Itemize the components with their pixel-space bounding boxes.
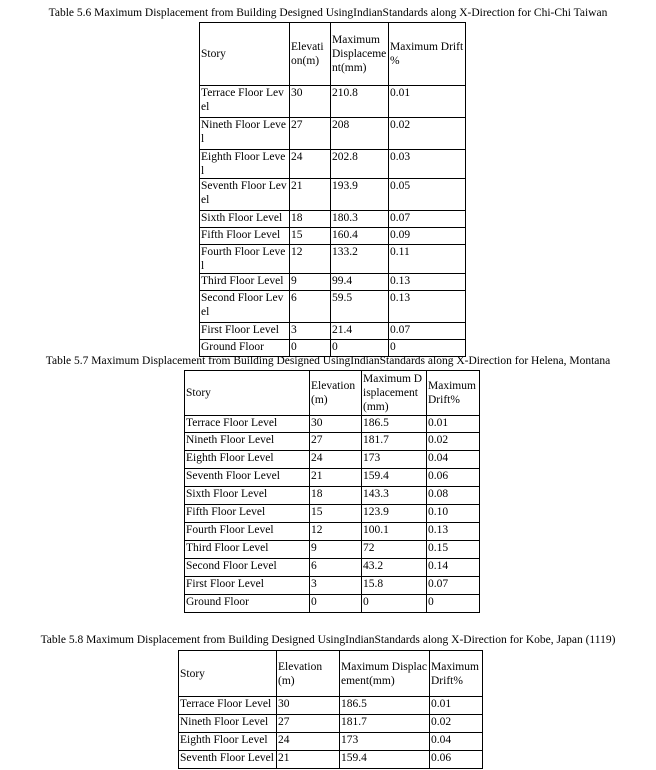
cell-story: Eighth Floor Level xyxy=(200,150,290,179)
table-row xyxy=(185,577,480,595)
cell-displacement: 43.2 xyxy=(362,559,427,577)
table-row xyxy=(185,433,480,451)
cell-story: Nineth Floor Level xyxy=(200,118,290,150)
cell-elevation: 30 xyxy=(290,86,331,118)
cell-elevation: 21 xyxy=(290,179,331,211)
header-story: Story xyxy=(179,651,277,697)
cell-story: Nineth Floor Level xyxy=(185,433,310,451)
cell-elevation: 12 xyxy=(290,245,331,274)
header-displacement: Maximum Displacement(mm) xyxy=(340,651,430,697)
table-body xyxy=(200,86,466,357)
cell-displacement: 0 xyxy=(362,595,427,613)
cell-displacement: 21.4 xyxy=(331,323,389,340)
cell-displacement: 100.1 xyxy=(362,523,427,541)
cell-drift: 0.04 xyxy=(430,733,483,751)
cell-displacement: 0 xyxy=(331,340,389,357)
table-row xyxy=(185,487,480,505)
cell-elevation: 3 xyxy=(290,323,331,340)
cell-story: Fourth Floor Level xyxy=(200,245,290,274)
cell-displacement: 186.5 xyxy=(340,697,430,715)
cell-story: Seventh Floor Level xyxy=(200,179,290,211)
cell-drift: 0.07 xyxy=(427,577,480,595)
cell-story: Ground Floor xyxy=(185,595,310,613)
cell-story: Ground Floor xyxy=(200,340,290,357)
cell-story: Second Floor Level xyxy=(200,291,290,323)
table-row xyxy=(200,228,466,245)
table-row xyxy=(200,179,466,211)
cell-elevation: 18 xyxy=(310,487,362,505)
cell-displacement: 72 xyxy=(362,541,427,559)
table-row xyxy=(200,323,466,340)
cell-drift: 0.02 xyxy=(430,715,483,733)
cell-drift: 0.15 xyxy=(427,541,480,559)
cell-displacement: 159.4 xyxy=(362,469,427,487)
cell-drift: 0.10 xyxy=(427,505,480,523)
cell-story: Fifth Floor Level xyxy=(185,505,310,523)
header-elevation: Elevation(m) xyxy=(310,371,362,416)
cell-drift: 0.01 xyxy=(427,416,480,433)
cell-story: Second Floor Level xyxy=(185,559,310,577)
header-elevation: Elevation(m) xyxy=(290,23,331,86)
cell-drift: 0.09 xyxy=(389,228,466,245)
cell-displacement: 181.7 xyxy=(340,715,430,733)
table-row xyxy=(179,715,483,733)
cell-drift: 0.07 xyxy=(389,211,466,228)
cell-drift: 0.01 xyxy=(430,697,483,715)
table-row xyxy=(185,541,480,559)
cell-elevation: 27 xyxy=(310,433,362,451)
table-5-8 xyxy=(178,650,483,769)
header-elevation: Elevation(m) xyxy=(277,651,340,697)
cell-displacement: 173 xyxy=(340,733,430,751)
cell-drift: 0.06 xyxy=(430,751,483,769)
cell-story: Sixth Floor Level xyxy=(185,487,310,505)
cell-displacement: 208 xyxy=(331,118,389,150)
table-row xyxy=(185,451,480,469)
cell-drift: 0.01 xyxy=(389,86,466,118)
cell-elevation: 3 xyxy=(310,577,362,595)
table-row xyxy=(185,559,480,577)
cell-drift: 0.07 xyxy=(389,323,466,340)
cell-story: Terrace Floor Level xyxy=(179,697,277,715)
cell-story: Eighth Floor Level xyxy=(179,733,277,751)
cell-displacement: 123.9 xyxy=(362,505,427,523)
cell-elevation: 27 xyxy=(277,715,340,733)
cell-drift: 0.05 xyxy=(389,179,466,211)
cell-story: Third Floor Level xyxy=(200,274,290,291)
cell-drift: 0.08 xyxy=(427,487,480,505)
cell-displacement: 186.5 xyxy=(362,416,427,433)
header-drift: Maximum Drift % xyxy=(389,23,466,86)
table-header-row xyxy=(185,371,480,416)
cell-drift: 0.03 xyxy=(389,150,466,179)
header-drift: Maximum Drift% xyxy=(430,651,483,697)
cell-displacement: 59.5 xyxy=(331,291,389,323)
cell-elevation: 0 xyxy=(290,340,331,357)
cell-elevation: 12 xyxy=(310,523,362,541)
cell-story: Fifth Floor Level xyxy=(200,228,290,245)
table-row xyxy=(200,211,466,228)
cell-story: First Floor Level xyxy=(200,323,290,340)
header-displacement: Maximum Displacement (mm) xyxy=(362,371,427,416)
table-row xyxy=(200,245,466,274)
cell-displacement: 173 xyxy=(362,451,427,469)
cell-elevation: 30 xyxy=(310,416,362,433)
cell-displacement: 143.3 xyxy=(362,487,427,505)
table-row xyxy=(185,469,480,487)
cell-drift: 0.02 xyxy=(389,118,466,150)
table-row xyxy=(200,291,466,323)
cell-drift: 0.06 xyxy=(427,469,480,487)
table-row xyxy=(179,751,483,769)
cell-elevation: 18 xyxy=(290,211,331,228)
cell-story: Nineth Floor Level xyxy=(179,715,277,733)
cell-displacement: 15.8 xyxy=(362,577,427,595)
cell-elevation: 9 xyxy=(310,541,362,559)
cell-elevation: 21 xyxy=(310,469,362,487)
header-displacement: Maximum Displacement(mm) xyxy=(331,23,389,86)
table-body xyxy=(185,416,480,613)
cell-drift: 0.13 xyxy=(389,291,466,323)
cell-drift: 0.13 xyxy=(427,523,480,541)
table-row xyxy=(200,118,466,150)
cell-displacement: 159.4 xyxy=(340,751,430,769)
table-row xyxy=(179,697,483,715)
cell-displacement: 99.4 xyxy=(331,274,389,291)
cell-elevation: 6 xyxy=(310,559,362,577)
cell-elevation: 24 xyxy=(290,150,331,179)
cell-drift: 0.14 xyxy=(427,559,480,577)
cell-displacement: 180.3 xyxy=(331,211,389,228)
table-body xyxy=(179,697,483,769)
cell-drift: 0.11 xyxy=(389,245,466,274)
cell-displacement: 160.4 xyxy=(331,228,389,245)
cell-drift: 0.13 xyxy=(389,274,466,291)
cell-displacement: 181.7 xyxy=(362,433,427,451)
cell-elevation: 30 xyxy=(277,697,340,715)
header-drift: Maximum Drift% xyxy=(427,371,480,416)
table-row xyxy=(185,505,480,523)
table-header-row xyxy=(179,651,483,697)
cell-story: Eighth Floor Level xyxy=(185,451,310,469)
cell-story: Terrace Floor Level xyxy=(200,86,290,118)
table-row xyxy=(200,86,466,118)
table-row xyxy=(200,274,466,291)
table-row xyxy=(185,523,480,541)
cell-story: First Floor Level xyxy=(185,577,310,595)
cell-drift: 0.04 xyxy=(427,451,480,469)
cell-drift: 0.02 xyxy=(427,433,480,451)
table-5-6 xyxy=(199,22,466,357)
cell-story: Terrace Floor Level xyxy=(185,416,310,433)
cell-elevation: 24 xyxy=(277,733,340,751)
table-row xyxy=(185,595,480,613)
cell-story: Seventh Floor Level xyxy=(185,469,310,487)
cell-elevation: 24 xyxy=(310,451,362,469)
cell-elevation: 9 xyxy=(290,274,331,291)
cell-elevation: 15 xyxy=(310,505,362,523)
cell-story: Sixth Floor Level xyxy=(200,211,290,228)
cell-story: Fourth Floor Level xyxy=(185,523,310,541)
header-story: Story xyxy=(200,23,290,86)
table-5-7-caption: Table 5.7 Maximum Displacement from Building Designed UsingIndianStandards along X-Direction for Helena, Montana xyxy=(45,355,611,367)
cell-elevation: 6 xyxy=(290,291,331,323)
table-row xyxy=(185,416,480,433)
cell-elevation: 0 xyxy=(310,595,362,613)
table-header-row xyxy=(200,23,466,86)
table-5-8-caption: Table 5.8 Maximum Displacement from Building Designed UsingIndianStandards along X-Direction for Kobe, Japan (1119) xyxy=(40,634,616,646)
header-story: Story xyxy=(185,371,310,416)
cell-drift: 0 xyxy=(389,340,466,357)
cell-elevation: 21 xyxy=(277,751,340,769)
cell-elevation: 27 xyxy=(290,118,331,150)
cell-drift: 0 xyxy=(427,595,480,613)
cell-displacement: 210.8 xyxy=(331,86,389,118)
cell-elevation: 15 xyxy=(290,228,331,245)
table-row xyxy=(179,733,483,751)
table-5-7 xyxy=(184,370,480,613)
cell-displacement: 133.2 xyxy=(331,245,389,274)
cell-story: Seventh Floor Level xyxy=(179,751,277,769)
cell-story: Third Floor Level xyxy=(185,541,310,559)
cell-displacement: 202.8 xyxy=(331,150,389,179)
cell-displacement: 193.9 xyxy=(331,179,389,211)
table-5-6-caption: Table 5.6 Maximum Displacement from Building Designed UsingIndianStandards along X-Direction for Chi-Chi Taiwan xyxy=(48,7,608,19)
table-row xyxy=(200,150,466,179)
